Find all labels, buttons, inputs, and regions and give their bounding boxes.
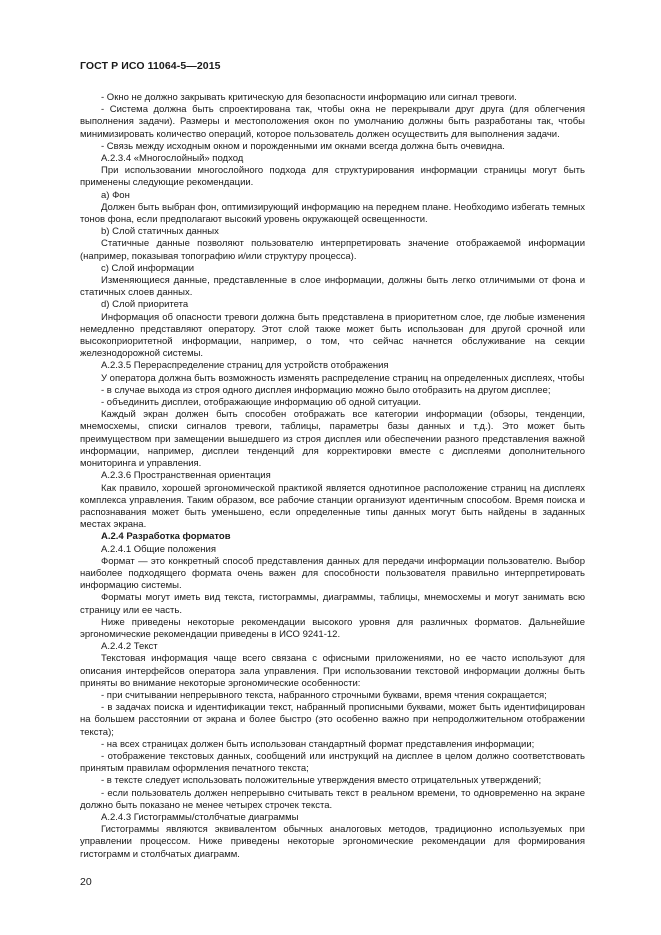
- paragraph: Формат — это конкретный способ представления данных для передачи информации пользователю. Выбор наиболее подходящего формата очень важен для способности пользователя правильно интерпретировать информацию системы.: [80, 555, 585, 592]
- paragraph: Ниже приведены некоторые рекомендации высокого уровня для различных форматов. Дальнейшие эргономические рекомендации приведены в ИСО 9241-12.: [80, 616, 585, 640]
- section-heading: А.2.3.6 Пространственная ориентация: [101, 470, 271, 482]
- paragraph: Как правило, хорошей эргономической практикой является однотипное расположение страниц на дисплеях комплекса управления. Таким образом, все рабочие станции организуют идентичным способом. Время поиска и распознавания может быть уменьшено, если определенные типы данных могут быть найдены в заданных местах экрана.: [80, 482, 585, 531]
- paragraph: При использовании многослойного подхода для структурирования информации страницы могут быть применены следующие рекомендации.: [80, 165, 585, 189]
- list-item: - объединить дисплеи, отображающие информацию об одной ситуации.: [101, 397, 421, 409]
- page-number: 20: [80, 876, 92, 888]
- section-heading: А.2.4.1 Общие положения: [101, 543, 217, 555]
- paragraph: Форматы могут иметь вид текста, гистограммы, диаграммы, таблицы, мнемосхемы и могут занимать всю страницу или ее часть.: [80, 592, 585, 616]
- paragraph: - Система должна быть спроектирована так, чтобы окна не перекрывали друг друга (для облегчения выполнения задачи). Размеры и местоположения окон по умолчанию должны быть разработаны так, чтобы минимизировать количество операций, которое пользователь должен осуществить для выполнения задачи.: [80, 104, 585, 140]
- paragraph: Гистограммы являются эквивалентом обычных аналоговых методов, традиционно используемых при управлении процессом. Ниже приведены некоторые эргономические рекомендации для формирования гистограмм и столбчатых диаграмм.: [80, 824, 585, 860]
- list-item: - при считывании непрерывного текста, набранного строчными буквами, время чтения сокращается;: [101, 689, 547, 701]
- list-item: - отображение текстовых данных, сообщений или инструкций на дисплее в целом должно соответствовать принятым правилам оформления печатного текста;: [80, 750, 585, 775]
- paragraph: Изменяющиеся данные, представленные в слое информации, должны быть легко отличимыми от фона и статичных слоев данных.: [80, 275, 585, 299]
- list-heading: c) Слой информации: [101, 262, 195, 274]
- section-heading: А.2.4.2 Текст: [101, 641, 158, 653]
- section-heading: А.2.4.3 Гистограммы/столбчатые диаграммы: [101, 811, 299, 823]
- paragraph: Каждый экран должен быть способен отображать все категории информации (обзоры, тенденции, мнемосхемы, списки сигналов тревоги, таблицы, параметры базы данных и т.д.). Это может быть преимуществом при замещении вышедшего из строя дисплея или обеспечении разного представления важной информации, например, дисплеи тенденций для корректировки вместе с дисплеями дополнительного мониторинга и управления.: [80, 409, 585, 470]
- list-heading: b) Слой статичных данных: [101, 226, 219, 238]
- document-body: [80, 92, 585, 861]
- list-item: - если пользователь должен непрерывно считывать текст в реальном времени, то одновременно на экране должно быть показано не менее четырех строчек текста.: [80, 787, 585, 811]
- section-heading: А.2.3.4 «Многослойный» подход: [101, 153, 244, 165]
- list-heading: d) Слой приоритета: [101, 299, 189, 311]
- paragraph: Информация об опасности тревоги должна быть представлена в приоритетном слое, где любые изменения немедленно представляют оператору. Этот слой также может быть использован для другой срочной или высокоприоритетной информации, например, о том, что сейчас начнется обслуживание на секции железнодорожной системы.: [80, 311, 585, 360]
- paragraph: - Связь между исходным окном и порожденными им окнами всегда должна быть очевидна.: [101, 140, 505, 152]
- list-item: - в тексте следует использовать положительные утверждения вместо отрицательных утверждений;: [101, 775, 542, 787]
- paragraph: У оператора должна быть возможность изменять распределение страниц на определенных дисплеях, чтобы: [101, 372, 585, 384]
- paragraph: Должен быть выбран фон, оптимизирующий информацию на переднем плане. Необходимо избегать темных тонов фона, если предполагают высокий уровень окружающей освещенности.: [80, 201, 585, 226]
- paragraph: - Окно не должно закрывать критическую для безопасности информацию или сигнал тревоги.: [101, 92, 517, 103]
- list-item: - в случае выхода из строя одного дисплея информацию можно было отобразить на другом дисплее;: [101, 384, 551, 396]
- paragraph: Текстовая информация чаще всего связана с офисными приложениями, но ее часто используют для описания интерфейсов оператора зала управления. При использовании текстовой информации должны быть приняты во внимание некоторые эргономические особенности:: [80, 653, 585, 689]
- list-item: - в задачах поиска и идентификации текст, набранный прописными буквами, может быть идентифицирован на большем расстоянии от экрана и более быстро (это особенно важно при непродолжительном отображении текста);: [80, 702, 585, 738]
- document-header: ГОСТ Р ИСО 11064-5—2015: [80, 60, 221, 72]
- section-heading-bold: А.2.4 Разработка форматов: [101, 531, 231, 543]
- list-heading: a) Фон: [101, 189, 130, 201]
- paragraph: Статичные данные позволяют пользователю интерпретировать значение отображаемой информации (например, показывая топографию и/или структуру процесса).: [80, 238, 585, 262]
- section-heading: А.2.3.5 Перераспределение страниц для устройств отображения: [101, 360, 389, 372]
- list-item: - на всех страницах должен быть использован стандартный формат представления информации;: [101, 738, 535, 750]
